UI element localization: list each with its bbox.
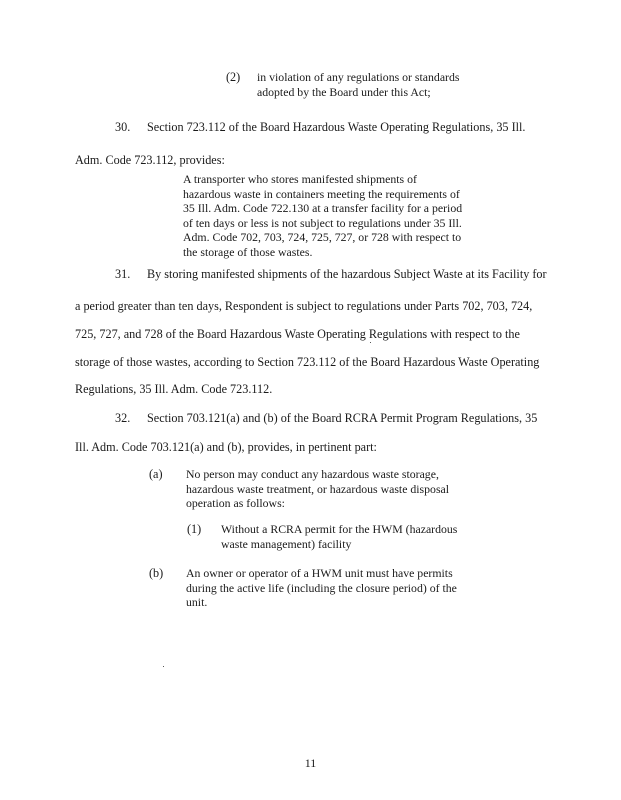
quote-section-723-112 bbox=[183, 172, 462, 260]
item-b-text bbox=[186, 566, 457, 610]
para-31-line: Regulations, 35 Ill. Adm. Code 723.112. bbox=[75, 382, 273, 396]
item-a-marker: (a) bbox=[149, 467, 163, 481]
item-2-marker: (2) bbox=[226, 70, 241, 84]
quote-line: operation as follows: bbox=[186, 496, 285, 511]
para-30-line: Adm. Code 723.112, provides: bbox=[75, 153, 225, 167]
quote-line: Without a RCRA permit for the HWM (hazardous bbox=[221, 522, 458, 536]
para-31-number: 31. bbox=[115, 267, 131, 281]
quote-line: Adm. Code 702, 703, 724, 725, 727, or 728 with respect to bbox=[183, 230, 462, 245]
quote-line: during the active life (including the closure period) of the bbox=[186, 580, 457, 595]
scan-speck bbox=[163, 666, 164, 667]
quote-line: the storage of those wastes. bbox=[183, 244, 313, 259]
item-a1-text bbox=[221, 522, 457, 551]
item-b-marker: (b) bbox=[149, 566, 164, 580]
para-31-line: By storing manifested shipments of the hazardous Subject Waste at its Facility for bbox=[147, 267, 547, 281]
quote-line: 35 Ill. Adm. Code 722.130 at a transfer facility for a period bbox=[183, 201, 463, 216]
quote-line: No person may conduct any hazardous waste storage, bbox=[186, 467, 439, 481]
para-30-line: Section 723.112 of the Board Hazardous Waste Operating Regulations, 35 Ill. bbox=[147, 120, 526, 134]
para-31-line: storage of those wastes, according to Section 723.112 of the Board Hazardous Waste Operating bbox=[75, 355, 540, 369]
quote-line: waste management) facility bbox=[221, 536, 352, 551]
item-a-text bbox=[186, 467, 449, 511]
quote-line: A transporter who stores manifested shipments of bbox=[183, 172, 417, 186]
para-30-number: 30. bbox=[115, 120, 131, 134]
para-32-number: 32. bbox=[115, 411, 131, 425]
quote-line: An owner or operator of a HWM unit must have permits bbox=[186, 566, 453, 580]
para-32-line: Section 703.121(a) and (b) of the Board RCRA Permit Program Regulations, 35 bbox=[147, 411, 538, 425]
para-32-line: Ill. Adm. Code 703.121(a) and (b), provides, in pertinent part: bbox=[75, 440, 377, 454]
para-31-line: a period greater than ten days, Respondent is subject to regulations under Parts 702, 703, 724, bbox=[75, 299, 533, 313]
scan-speck bbox=[370, 342, 371, 343]
quote-line: hazardous waste in containers meeting the requirements of bbox=[183, 186, 460, 201]
item-2-line: adopted by the Board under this Act; bbox=[257, 84, 431, 99]
quote-line: of ten days or less is not subject to regulations under 35 Ill. bbox=[183, 215, 462, 230]
para-31-line: 725, 727, and 728 of the Board Hazardous Waste Operating Regulations with respect to the bbox=[75, 327, 520, 341]
item-2-line: in violation of any regulations or standards bbox=[257, 70, 460, 84]
quote-line: hazardous waste treatment, or hazardous waste disposal bbox=[186, 481, 450, 496]
item-2-text bbox=[257, 70, 459, 99]
page-number: 11 bbox=[304, 756, 317, 770]
quote-line: unit. bbox=[186, 595, 208, 610]
item-a1-marker: (1) bbox=[187, 522, 202, 536]
